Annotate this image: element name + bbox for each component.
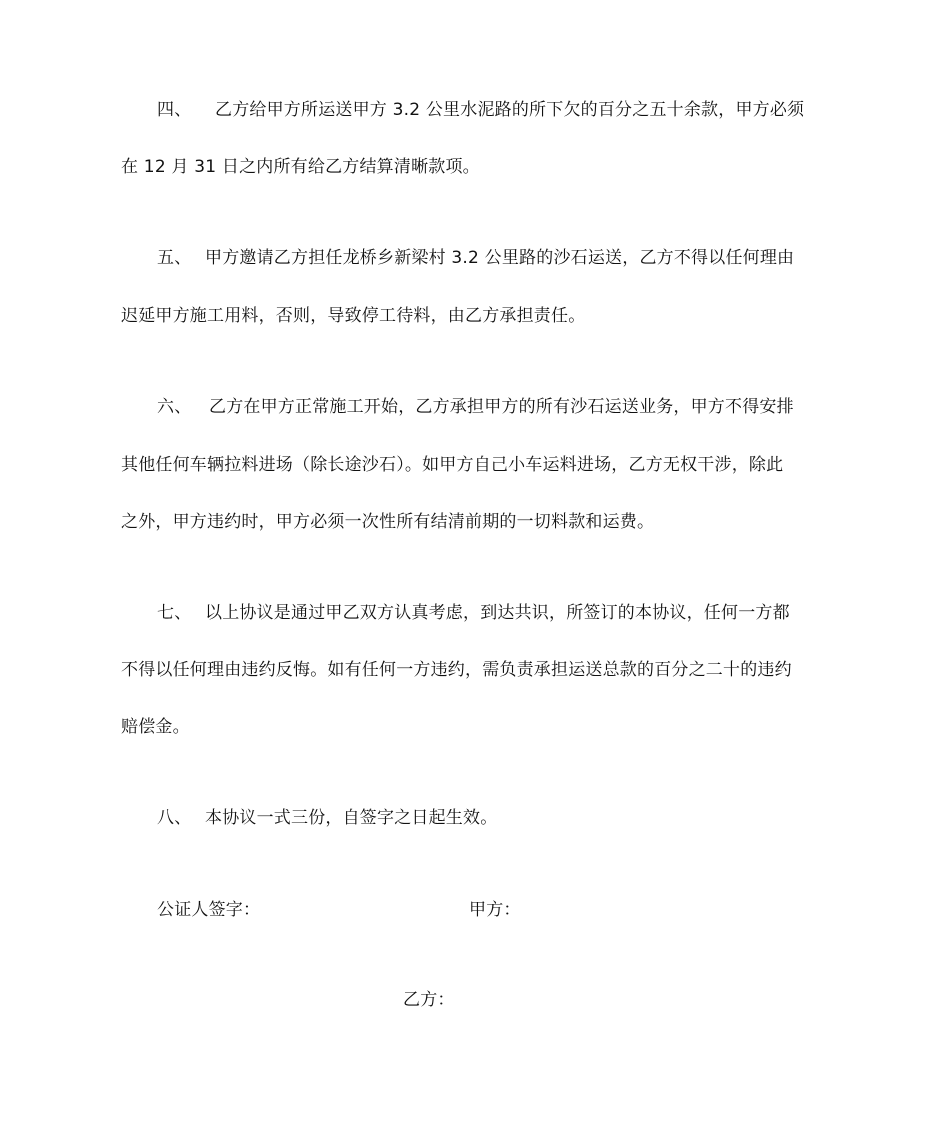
clause-6-line-3: 之外，甲方违约时，甲方必须一次性所有结清前期的一切料款和运费。 — [121, 512, 655, 532]
clause-4-text: 乙方给甲方所运送甲方 3.2 公里水泥路的所下欠的百分之五十余款，甲方必须 — [215, 100, 805, 120]
clause-5-first-line — [157, 247, 794, 269]
party-b-signature-label: 乙方： — [403, 990, 455, 1010]
clause-8-text: 本协议一式三份，自签字之日起生效。 — [205, 808, 498, 828]
notary-signature-label: 公证人签字： — [157, 900, 261, 920]
clause-8-number: 八、 — [157, 808, 192, 828]
clause-7-first-line — [157, 602, 790, 624]
clause-8-first-line — [157, 807, 497, 829]
clause-4-line-2: 在 12 月 31 日之内所有给乙方结算清晰款项。 — [121, 157, 480, 177]
clause-5-line-2: 迟延甲方施工用料，否则，导致停工待料，由乙方承担责任。 — [121, 306, 586, 326]
party-a-signature-label: 甲方： — [469, 900, 521, 920]
clause-6-number: 六、 — [157, 397, 192, 417]
clause-4-first-line — [157, 99, 804, 121]
clause-7-line-2: 不得以任何理由违约反悔。如有任何一方违约，需负责承担运送总款的百分之二十的违约 — [121, 660, 792, 680]
clause-4-number: 四、 — [157, 100, 192, 120]
clause-5-number: 五、 — [157, 248, 192, 268]
clause-6-first-line — [157, 396, 794, 418]
clause-6-line-2: 其他任何车辆拉料进场（除长途沙石）。如甲方自己小车运料进场，乙方无权干涉，除此 — [121, 455, 784, 475]
clause-5-text: 甲方邀请乙方担任龙桥乡新梁村 3.2 公里路的沙石运送，乙方不得以任何理由 — [205, 248, 795, 268]
clause-6-text: 乙方在甲方正常施工开始，乙方承担甲方的所有沙石运送业务，甲方不得安排 — [209, 397, 794, 417]
clause-7-number: 七、 — [157, 603, 192, 623]
clause-7-line-3: 赔偿金。 — [121, 717, 190, 737]
clause-7-text: 以上协议是通过甲乙双方认真考虑，到达共识，所签订的本协议，任何一方都 — [205, 603, 790, 623]
